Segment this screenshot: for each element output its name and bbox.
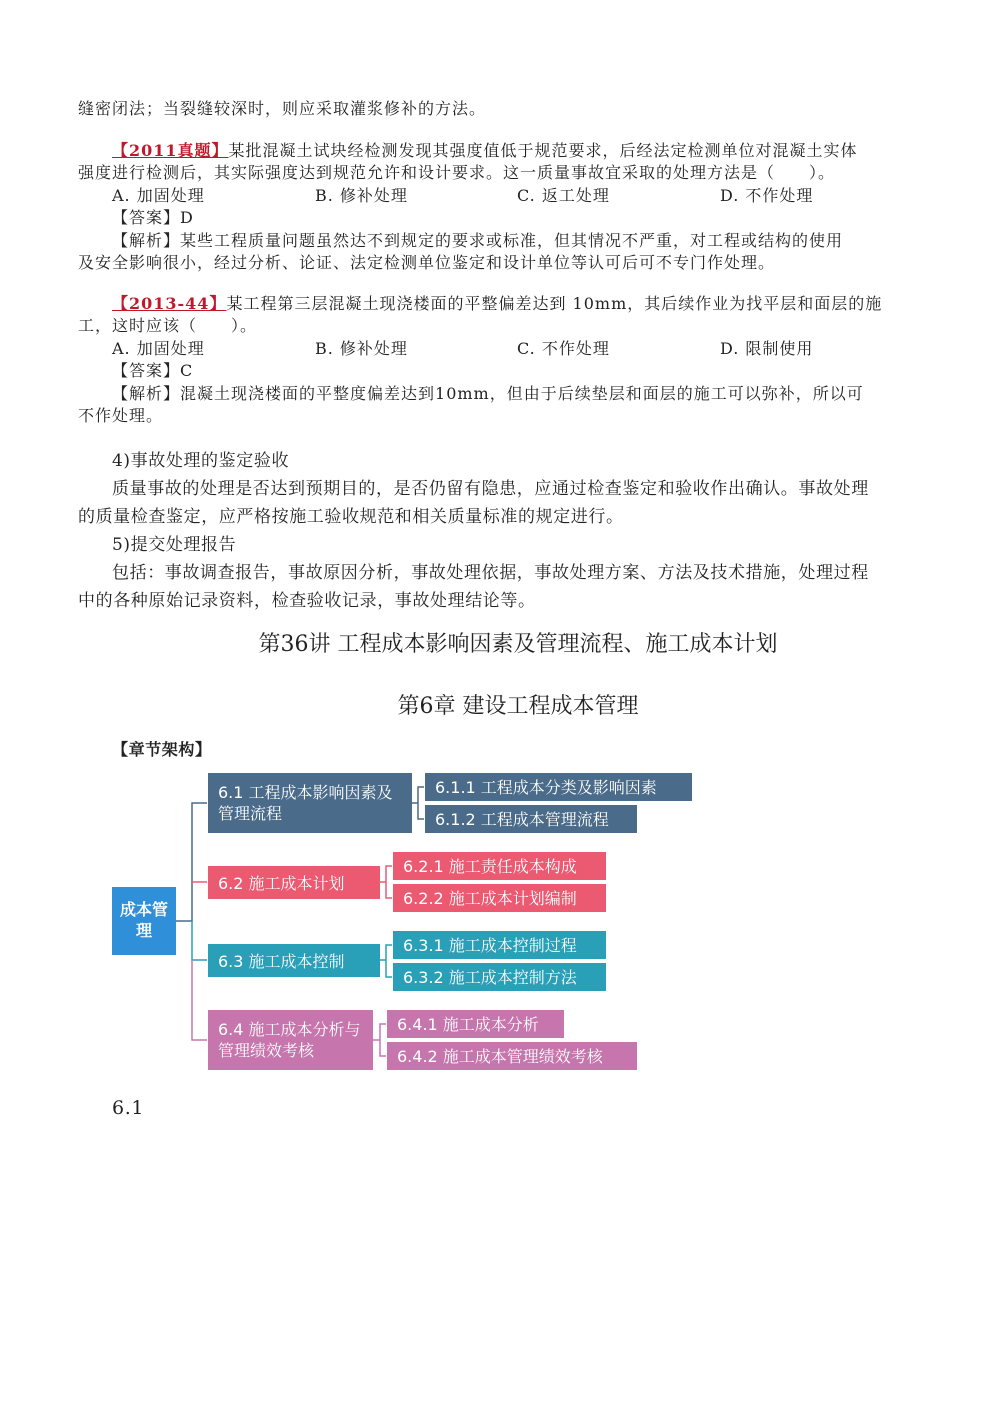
answer-label: 【答案】 xyxy=(112,208,181,227)
analysis-label: 【解析】 xyxy=(112,384,181,403)
mindmap-b4-1: 6.4.1 施工成本分析 xyxy=(387,1010,564,1038)
question-2-stem2: 工，这时应该（ ）。 xyxy=(78,316,258,335)
question-1-stem2: 强度进行检测后，其实际强度达到规范允许和设计要求。这一质量事故宜采取的处理方法是（ ）。 xyxy=(78,163,836,182)
connector-b1-children xyxy=(412,787,424,819)
mindmap-b4: 6.4 施工成本分析与管理绩效考核 xyxy=(208,1010,373,1070)
question-2-option-a: A. 加固处理 xyxy=(112,339,205,358)
question-2-tag: 【2013-44】 xyxy=(112,294,227,313)
answer-label: 【答案】 xyxy=(112,361,181,380)
mindmap-b3-1: 6.3.1 施工成本控制过程 xyxy=(393,931,606,959)
analysis-text: 某些工程质量问题虽然达不到规定的要求或标准，但其情况不严重，对工程或结构的使用 xyxy=(180,231,844,250)
mindmap-b1-2: 6.1.2 工程成本管理流程 xyxy=(425,805,637,833)
section-4-para1: 质量事故的处理是否达到预期目的，是否仍留有隐患，应通过检查鉴定和验收作出确认。事故处理 xyxy=(112,479,869,499)
mindmap-root: 成本管理 xyxy=(112,887,176,955)
connector-b3 xyxy=(192,921,207,960)
section-5-title: 5)提交处理报告 xyxy=(112,535,237,555)
mindmap-b3-2: 6.3.2 施工成本控制方法 xyxy=(393,963,606,991)
question-1-option-d: D. 不作处理 xyxy=(720,186,814,205)
connector-b1 xyxy=(176,803,207,921)
section-5-para2: 中的各种原始记录资料，检查验收记录，事故处理结论等。 xyxy=(78,591,536,611)
analysis-label: 【解析】 xyxy=(112,231,181,250)
mindmap-b2: 6.2 施工成本计划 xyxy=(208,866,380,899)
section-4-para2: 的质量检查鉴定，应严格按施工验收规范和相关质量标准的规定进行。 xyxy=(78,507,624,527)
question-1-option-a: A. 加固处理 xyxy=(112,186,205,205)
question-2-analysis2: 不作处理。 xyxy=(78,406,164,425)
question-2-option-b: B. 修补处理 xyxy=(315,339,408,358)
question-2-stem1: 某工程第三层混凝土现浇楼面的平整偏差达到 10mm，其后续作业为找平层和面层的施 xyxy=(226,294,883,313)
connector-b4 xyxy=(192,960,207,1040)
question-2-option-c: C. 不作处理 xyxy=(517,339,610,358)
connector-b3-children xyxy=(380,945,392,977)
mindmap-b1-1: 6.1.1 工程成本分类及影响因素 xyxy=(425,773,692,801)
continuation-text: 缝密闭法；当裂缝较深时，则应采取灌浆修补的方法。 xyxy=(78,99,487,118)
structure-label: 【章节架构】 xyxy=(112,740,212,759)
mindmap-b3: 6.3 施工成本控制 xyxy=(208,944,380,977)
mindmap-b4-2: 6.4.2 施工成本管理绩效考核 xyxy=(387,1042,637,1070)
section-4-title: 4)事故处理的鉴定验收 xyxy=(112,451,290,471)
analysis-text: 混凝土现浇楼面的平整度偏差达到10mm，但由于后续垫层和面层的施工可以弥补，所以可 xyxy=(180,384,864,403)
connector-b2-children xyxy=(380,866,392,898)
mindmap-b2-1: 6.2.1 施工责任成本构成 xyxy=(393,852,606,880)
question-1-option-b: B. 修补处理 xyxy=(315,186,408,205)
question-2-option-d: D. 限制使用 xyxy=(720,339,814,358)
lecture-title: 第36讲 工程成本影响因素及管理流程、施工成本计划 xyxy=(258,632,778,657)
question-1-stem1: 某批混凝土试块经检测发现其强度值低于规范要求，后经法定检测单位对混凝土实体 xyxy=(228,141,858,160)
answer-value: C xyxy=(180,361,194,380)
chapter-title: 第6章 建设工程成本管理 xyxy=(397,694,639,719)
mindmap-b2-2: 6.2.2 施工成本计划编制 xyxy=(393,884,606,912)
section-number: 6.1 xyxy=(112,1097,145,1119)
answer-value: D xyxy=(180,208,194,227)
mindmap-b1: 6.1 工程成本影响因素及管理流程 xyxy=(208,773,412,833)
section-5-para1: 包括：事故调查报告，事故原因分析，事故处理依据，事故处理方案、方法及技术措施，处理过程 xyxy=(112,563,869,583)
question-1-analysis2: 及安全影响很小，经过分析、论证、法定检测单位鉴定和设计单位等认可后可不专门作处理。 xyxy=(78,253,776,272)
question-1-option-c: C. 返工处理 xyxy=(517,186,610,205)
connector-b4-children xyxy=(373,1024,386,1056)
question-1-tag: 【2011真题】 xyxy=(112,141,229,160)
